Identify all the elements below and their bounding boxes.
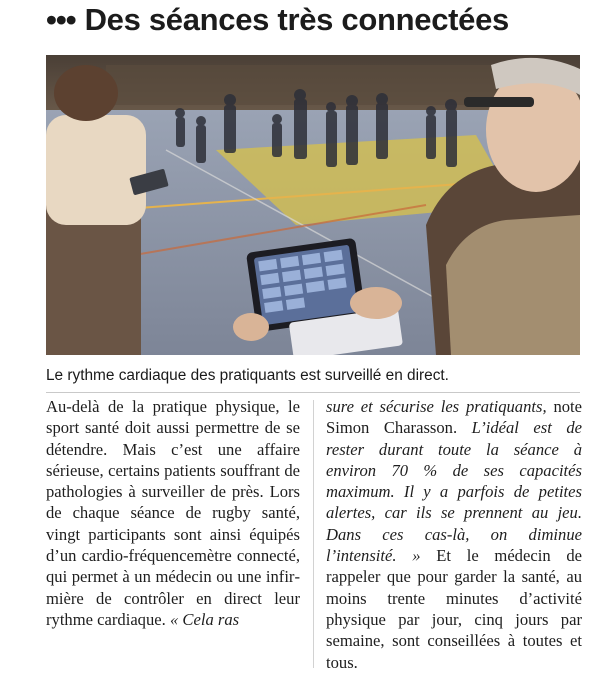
article-photo <box>46 55 580 355</box>
column-2-text: Et le médecin de rappeler que pour garder la santé, au moins trente minutes d’activité physique par jour, cinq jours par semaine, sont conseillées à toutes et tous. <box>326 546 582 672</box>
caption-divider <box>46 392 580 393</box>
photo-caption: Le rythme cardiaque des pratiquants est surveillé en direct. <box>46 367 449 384</box>
headline-bullets: ••• <box>46 2 76 37</box>
quote-attribution: note Simon Charasson. <box>326 397 583 438</box>
column-1-text: Au-delà de la pratique physique, le sport santé doit aussi permettre de se détendre. Mais c’est une affaire sérieuse, certains patients souffrant de pathologies à surveiller de près. Lors de chaque séance de rugby santé, vingt participants sont ainsi équipés d’un cardio-fréquencemètre connecté, qui permet à un médecin ou une infirmière de contrôler en direct leur rythme cardiaque. <box>46 397 300 629</box>
article-column-1 <box>46 396 300 630</box>
column-divider <box>313 400 314 668</box>
quote-continued: sure et sécurise les pratiquants, <box>326 397 547 416</box>
headline <box>46 0 596 42</box>
article-paragraph <box>46 396 300 630</box>
photo-illustration <box>46 55 580 355</box>
article-column-2 <box>326 396 582 673</box>
quote-start: « Cela ras <box>169 609 240 629</box>
article-paragraph <box>326 396 582 673</box>
headline-title: Des séances très connectées <box>84 2 509 37</box>
quote-body: L’idéal est de rester durant toute la séance à environ 70 % de ses capacités maximum. Il y a parfois de petites alertes, car ils se prennent au jeu. Dans ces cas-là, on diminue l’intensité. » <box>326 418 582 566</box>
